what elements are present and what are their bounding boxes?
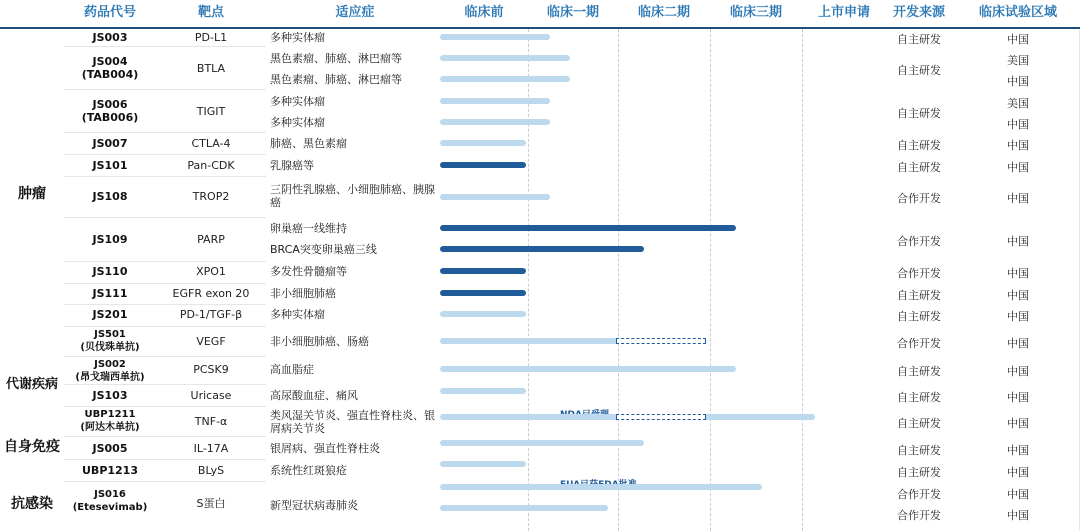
- progress-bar: [440, 338, 618, 344]
- row-rule: [64, 283, 266, 284]
- indication: 高尿酸血症、痛风: [270, 389, 358, 402]
- row-rule: [64, 459, 266, 460]
- dev-source: 自主研发: [897, 417, 941, 430]
- row-rule: [64, 436, 266, 437]
- progress-bar: [440, 34, 550, 40]
- drug-target: TROP2: [192, 190, 230, 203]
- indication: 黑色素瘤、肺癌、淋巴瘤等: [270, 52, 402, 65]
- header-phase-1: 临床一期: [528, 0, 618, 26]
- pending-stage-box: [616, 414, 706, 420]
- category-anti-infective: 抗感染: [11, 496, 53, 512]
- progress-bar: [440, 162, 526, 168]
- drug-target: PD-1/TGF-β: [179, 308, 243, 321]
- progress-bar: [440, 194, 550, 200]
- row-rule: [64, 326, 266, 327]
- trial-region: 中国: [1007, 161, 1029, 174]
- drug-target: PCSK9: [193, 363, 229, 376]
- progress-bar: [440, 55, 570, 61]
- trial-region: 中国: [1007, 391, 1029, 404]
- dev-source: 自主研发: [897, 107, 941, 120]
- drug-target: S蛋白: [196, 497, 226, 510]
- drug-code: JS003: [92, 31, 128, 44]
- header-phase-2: 临床二期: [618, 0, 710, 26]
- drug-code: JS501 (贝伐珠单抗): [80, 329, 140, 353]
- progress-bar: [440, 119, 550, 125]
- dev-source: 自主研发: [897, 391, 941, 404]
- drug-target: CTLA-4: [191, 137, 231, 150]
- progress-bar: [440, 461, 526, 467]
- row-rule: [64, 384, 266, 385]
- trial-region: 中国: [1007, 139, 1029, 152]
- row-rule: [64, 481, 266, 482]
- drug-target: BLyS: [197, 464, 225, 477]
- trial-region: 中国: [1007, 33, 1029, 46]
- header-phase-filing: 上市申请: [802, 0, 886, 26]
- drug-target: IL-17A: [193, 442, 229, 455]
- dev-source: 自主研发: [897, 365, 941, 378]
- progress-bar: [440, 366, 736, 372]
- dev-source: 自主研发: [897, 466, 941, 479]
- row-rule: [64, 304, 266, 305]
- indication: 类风湿关节炎、强直性脊柱炎、银屑病关节炎: [270, 409, 435, 435]
- trial-region: 中国: [1007, 509, 1029, 522]
- drug-code: JS103: [92, 389, 128, 402]
- drug-target: VEGF: [196, 335, 226, 348]
- indication: 非小细胞肺癌: [270, 287, 336, 300]
- category-metabolic: 代谢疾病: [5, 377, 58, 392]
- progress-bar: [440, 268, 526, 274]
- progress-bar: [440, 76, 570, 82]
- progress-bar: [440, 440, 644, 446]
- dev-source: 自主研发: [897, 161, 941, 174]
- header-phase-preclinical: 临床前: [440, 0, 528, 26]
- drug-code: JS108: [92, 190, 128, 203]
- row-rule: [64, 176, 266, 177]
- header-phase-3: 临床三期: [710, 0, 802, 26]
- trial-region: 中国: [1007, 466, 1029, 479]
- header-target: 靶点: [156, 0, 266, 26]
- indication: 多发性骨髓瘤等: [270, 265, 347, 278]
- indication: BRCA突变卵巢癌三线: [270, 243, 377, 256]
- pending-stage-box: [616, 338, 706, 344]
- dev-source: 合作开发: [897, 488, 941, 501]
- indication: 乳腺癌等: [270, 159, 314, 172]
- progress-bar: [440, 484, 762, 490]
- indication: 银屑病、强直性脊柱炎: [270, 442, 380, 455]
- drug-code: JS016 (Etesevimab): [72, 489, 148, 513]
- row-rule: [64, 132, 266, 133]
- drug-code: UBP1211 (阿达木单抗): [80, 409, 140, 433]
- header-region: 临床试验区域: [956, 0, 1080, 26]
- dev-source: 合作开发: [897, 509, 941, 522]
- dev-source: 自主研发: [897, 310, 941, 323]
- trial-region: 中国: [1007, 310, 1029, 323]
- dev-source: 自主研发: [897, 444, 941, 457]
- trial-region: 中国: [1007, 267, 1029, 280]
- indication: 黑色素瘤、肺癌、淋巴瘤等: [270, 73, 402, 86]
- row-rule: [64, 89, 266, 90]
- trial-region: 美国: [1007, 97, 1029, 110]
- drug-target: PARP: [197, 233, 225, 246]
- dev-source: 合作开发: [897, 337, 941, 350]
- indication: 卵巢癌一线维持: [270, 222, 347, 235]
- progress-bar: [440, 311, 526, 317]
- trial-region: 中国: [1007, 488, 1029, 501]
- trial-region: 中国: [1007, 192, 1029, 205]
- indication: 多种实体瘤: [270, 308, 325, 321]
- row-rule: [64, 356, 266, 357]
- drug-target: Pan-CDK: [187, 159, 235, 172]
- progress-bar: [440, 505, 608, 511]
- drug-target: EGFR exon 20: [172, 287, 250, 300]
- stage-divider: [618, 29, 619, 531]
- progress-bar: [440, 225, 736, 231]
- progress-bar: [440, 98, 550, 104]
- indication: 肺癌、黑色素瘤: [270, 137, 347, 150]
- trial-region: 中国: [1007, 444, 1029, 457]
- drug-target: XPO1: [196, 265, 226, 278]
- drug-target: TIGIT: [196, 105, 226, 118]
- row-rule: [64, 217, 266, 218]
- header-source: 开发来源: [886, 0, 952, 26]
- category-oncology: 肿瘤: [18, 186, 46, 202]
- drug-code: UBP1213: [82, 464, 138, 477]
- trial-region: 中国: [1007, 235, 1029, 248]
- stage-divider: [802, 29, 803, 531]
- drug-target: Uricase: [190, 389, 232, 402]
- drug-code: JS002 (昂戈瑞西单抗): [75, 359, 145, 383]
- drug-code: JS004 (TAB004): [81, 55, 139, 81]
- drug-code: JS005: [92, 442, 128, 455]
- drug-code: JS101: [92, 159, 128, 172]
- stage-band: [440, 29, 886, 531]
- drug-code: JS201: [92, 308, 128, 321]
- dev-source: 自主研发: [897, 289, 941, 302]
- indication: 多种实体瘤: [270, 116, 325, 129]
- trial-region: 中国: [1007, 289, 1029, 302]
- dev-source: 合作开发: [897, 235, 941, 248]
- indication: 系统性红斑狼疮: [270, 464, 347, 477]
- trial-region: 中国: [1007, 75, 1029, 88]
- drug-code: JS006 (TAB006): [81, 98, 139, 124]
- trial-region: 美国: [1007, 54, 1029, 67]
- trial-region: 中国: [1007, 365, 1029, 378]
- dev-source: 自主研发: [897, 139, 941, 152]
- indication: 高血脂症: [270, 363, 314, 376]
- stage-divider: [528, 29, 529, 531]
- drug-code: JS007: [92, 137, 128, 150]
- row-rule: [64, 154, 266, 155]
- drug-target: TNF-α: [194, 415, 228, 428]
- indication: 多种实体瘤: [270, 31, 325, 44]
- progress-bar: [440, 246, 644, 252]
- indication: 三阴性乳腺癌、小细胞肺癌、胰腺癌: [270, 183, 435, 209]
- trial-region: 中国: [1007, 118, 1029, 131]
- drug-code: JS109: [92, 233, 128, 246]
- progress-bar: [440, 140, 526, 146]
- row-rule: [64, 406, 266, 407]
- trial-region: 中国: [1007, 417, 1029, 430]
- indication: 新型冠状病毒肺炎: [270, 499, 358, 512]
- row-rule: [64, 261, 266, 262]
- dev-source: 自主研发: [897, 64, 941, 77]
- drug-target: PD-L1: [194, 31, 228, 44]
- stage-divider: [710, 29, 711, 531]
- drug-code: JS110: [92, 265, 128, 278]
- dev-source: 合作开发: [897, 192, 941, 205]
- category-autoimmune: 自身免疫: [4, 439, 60, 455]
- drug-target: BTLA: [196, 62, 226, 75]
- header-code: 药品代号: [64, 0, 156, 26]
- header-indication: 适应症: [270, 0, 440, 26]
- dev-source: 合作开发: [897, 267, 941, 280]
- indication: 多种实体瘤: [270, 95, 325, 108]
- row-rule: [64, 46, 266, 47]
- indication: 非小细胞肺癌、肠癌: [270, 335, 369, 348]
- progress-bar: [440, 290, 526, 296]
- trial-region: 中国: [1007, 337, 1029, 350]
- dev-source: 自主研发: [897, 33, 941, 46]
- drug-code: JS111: [92, 287, 128, 300]
- progress-bar: [440, 388, 526, 394]
